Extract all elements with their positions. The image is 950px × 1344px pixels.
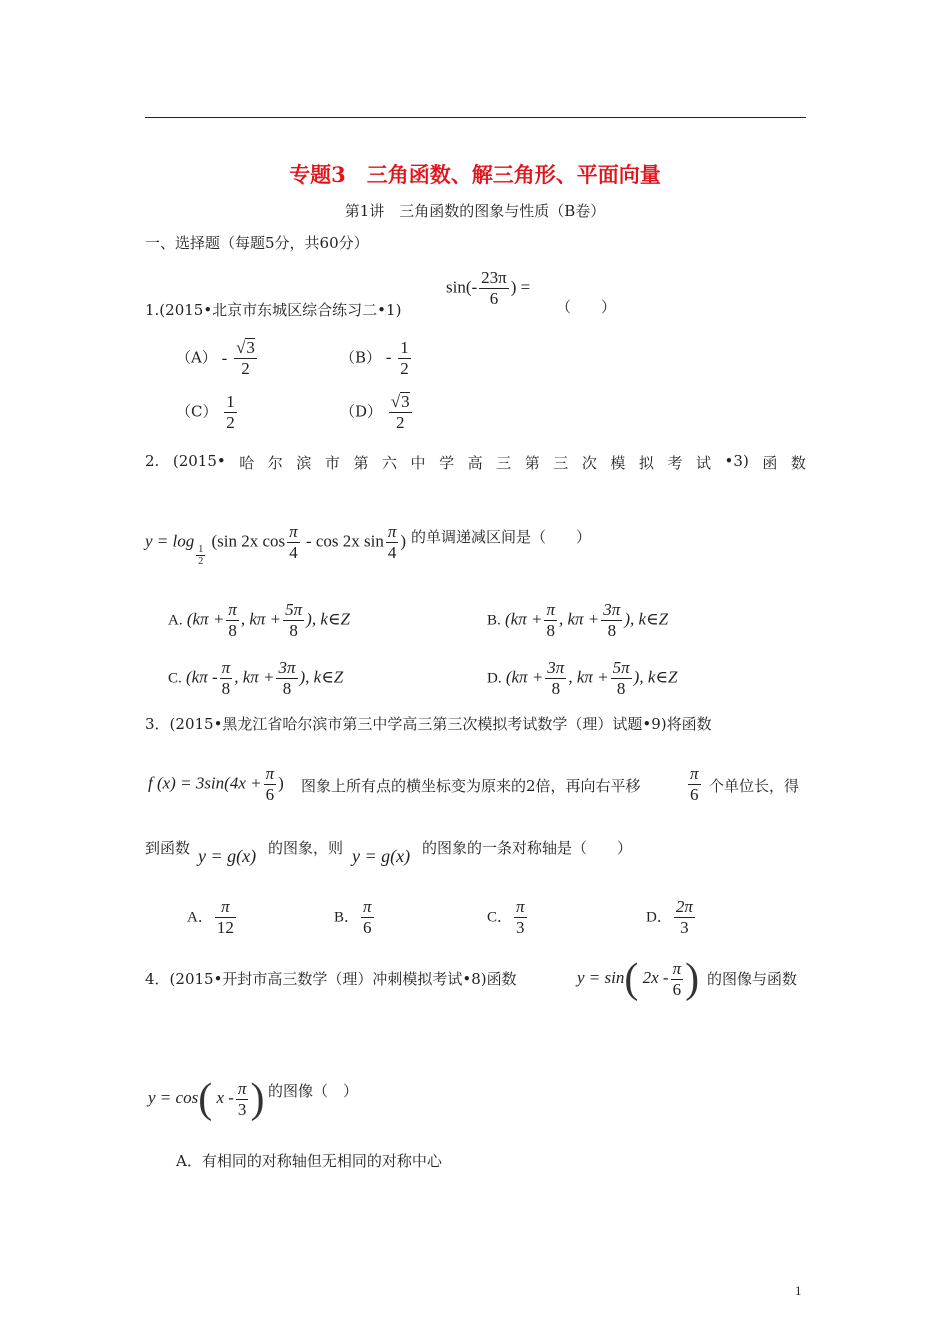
q2-option-d-d1: 8 <box>551 679 561 698</box>
q3-line3-a: 到函数 <box>145 839 191 857</box>
q2-option-a-pre: (kπ + <box>186 609 225 629</box>
q4-mid: 的图像与函数 <box>707 970 798 988</box>
q3-option-b-num: π <box>363 897 372 916</box>
q3-option-c-den: 3 <box>516 918 525 937</box>
q1-expression <box>446 268 530 309</box>
q1-option-a-fraction: $\frac{√3}{2}$ <box>236 338 255 378</box>
q1-expr-num: 23π <box>481 268 507 287</box>
q3-option-b[interactable] <box>334 897 376 938</box>
q2-option-a-n2: 5π <box>285 600 303 619</box>
q2-expr-c: ) <box>400 531 407 551</box>
q2-option-d-end: ), k∈Z <box>633 667 678 687</box>
q2-option-b[interactable] <box>487 600 668 641</box>
q2-log-base <box>196 544 205 567</box>
q1-option-c-fraction <box>224 392 237 433</box>
q2-frac1-den: 4 <box>289 543 298 562</box>
q1-expr-tail: ) = <box>510 277 531 297</box>
q2-option-a-end: ), k∈Z <box>306 609 350 629</box>
q4-y1-num: π <box>672 958 682 978</box>
q2-stem-token: 第 <box>524 454 540 472</box>
q3-end-text: 个单位长，得 <box>709 777 800 795</box>
page-number: 1 <box>795 1283 802 1298</box>
q1-expr-lead: sin(- <box>446 277 478 297</box>
q1-option-b-label: （B） <box>340 348 382 367</box>
q3-option-c-label: C． <box>487 909 513 926</box>
q4-function-2: y = cos( x - $\frac{\pi}{3}$ ) <box>148 1076 265 1122</box>
page-title: 专题3 三角函数、解三角形、平面向量 <box>289 162 661 187</box>
q3-shift-den: 6 <box>690 785 699 804</box>
q1-option-d-fraction: $\frac{√3}{2}$ <box>390 392 410 432</box>
q2-option-d-frac2 <box>611 658 632 699</box>
q2-function <box>145 522 406 567</box>
q4-y2-num: π <box>237 1078 247 1098</box>
q2-expr-b: - cos 2x sin <box>305 531 384 551</box>
q2-stem-token: 三 <box>496 454 512 472</box>
q2-option-a-label: A. <box>168 612 183 629</box>
q2-option-d-pre: (kπ + <box>505 667 544 687</box>
q3-g1: y = g(x) <box>198 846 257 866</box>
q2-log-base-den: 2 <box>198 556 204 568</box>
q2-stem-token: 尔 <box>267 454 283 472</box>
q2-option-b-d1: 8 <box>546 621 555 640</box>
q1-option-c-label: （C） <box>176 402 218 421</box>
q1-option-b-den: 2 <box>400 359 409 378</box>
q2-option-b-n2: 3π <box>603 600 621 619</box>
q4-option-a[interactable]: A．有相同的对称轴但无相同的对称中心 <box>176 1152 442 1170</box>
q2-option-b-pre: (kπ + <box>505 609 543 629</box>
q2-option-c-n1: π <box>221 658 231 677</box>
q3-option-a-label: A． <box>187 909 213 926</box>
q2-option-d-n1: 3π <box>547 658 565 677</box>
q3-option-d-num: 2π <box>675 897 693 916</box>
header-rule <box>145 117 806 118</box>
q2-option-d-frac1 <box>545 658 566 699</box>
q3-g2: y = g(x) <box>352 846 411 866</box>
q1-option-b-sign: - <box>385 347 392 367</box>
q2-frac1-num: π <box>289 522 298 541</box>
q3-f-tail: ) <box>278 773 284 793</box>
q2-option-a[interactable] <box>168 600 350 641</box>
q3-f-lead: f (x) = 3sin(4x + <box>148 773 262 793</box>
q2-option-b-d2: 8 <box>607 621 617 640</box>
q2-option-b-mid: , kπ + <box>559 609 600 629</box>
q3-option-c[interactable] <box>487 897 529 938</box>
q3-line3-c: 的图象的一条对称轴是（ ） <box>422 839 633 857</box>
q2-option-b-label: B. <box>487 612 501 629</box>
q1-option-a-den: 2 <box>241 359 250 378</box>
page-subtitle: 第1讲 三角函数的图象与性质（B卷） <box>344 202 606 220</box>
q1-answer-blank: （ ） <box>556 298 617 316</box>
q2-option-b-frac1 <box>544 600 557 641</box>
q3-option-d-den: 3 <box>680 918 689 937</box>
q2-option-a-frac1 <box>226 600 239 641</box>
q1-option-c-num: 1 <box>226 392 235 411</box>
q1-option-d-label: （D） <box>340 402 383 421</box>
q2-option-d[interactable] <box>487 658 677 699</box>
q1-option-c[interactable] <box>176 392 239 433</box>
q2-option-b-frac2 <box>601 600 622 641</box>
q4-y2-inner: x - <box>216 1087 234 1107</box>
q1-option-b-fraction <box>398 338 411 379</box>
q2-option-d-label: D. <box>487 670 502 687</box>
q3-option-b-den: 6 <box>363 918 372 937</box>
q3-option-a-den: 12 <box>216 918 234 937</box>
q2-tail: 的单调递减区间是（ ） <box>411 528 592 546</box>
q2-stem-token: 市 <box>324 454 340 472</box>
q2-option-d-d2: 8 <box>616 679 626 698</box>
q1-option-a-sign: - <box>221 348 228 368</box>
q2-option-c-pre: (kπ - <box>186 667 218 687</box>
q2-fraction-1 <box>287 522 300 563</box>
q4-y1-den: 6 <box>672 979 682 999</box>
q2-stem-token: 滨 <box>296 454 312 472</box>
q2-option-a-d2: 8 <box>289 621 298 640</box>
q3-option-d-label: D． <box>646 909 672 926</box>
q4-y2-lead: y = cos <box>148 1087 199 1107</box>
q3-option-b-label: B． <box>334 909 360 926</box>
q2-y-eq: y = log <box>145 531 195 551</box>
q3-option-a-num: π <box>215 897 236 918</box>
q2-stem <box>145 452 806 473</box>
q2-stem-token: 六 <box>381 454 397 472</box>
q3-shift-num: π <box>690 764 699 783</box>
q4-y1-inner: 2x - <box>642 967 669 987</box>
q2-option-c-mid: , kπ + <box>234 667 275 687</box>
q2-stem-token: 高 <box>467 454 483 472</box>
q2-option-c-frac1 <box>220 658 233 699</box>
q2-frac2-den: 4 <box>387 543 397 562</box>
q4-y2-den: 3 <box>237 1099 247 1119</box>
q2-stem-token: 学 <box>439 454 455 472</box>
q2-stem-token: 考 <box>667 454 683 472</box>
q1-expr-den: 6 <box>489 289 499 308</box>
q1-option-d-num: 3 <box>401 392 410 411</box>
q1-stem: 1.(2015•北京市东城区综合练习二•1) <box>145 301 402 319</box>
q4-stem: 4．(2015•开封市高三数学（理）冲刺模拟考试•8)函数 <box>145 970 517 988</box>
q2-option-c-end: ), k∈Z <box>299 667 344 687</box>
q1-option-c-den: 2 <box>226 413 235 432</box>
q2-option-d-mid: , kπ + <box>568 667 609 687</box>
q3-option-c-num: π <box>516 897 525 916</box>
section-heading: 一、选择题（每题5分，共60分） <box>145 234 369 252</box>
q2-stem-token: 2. <box>145 452 160 470</box>
q2-stem-token: (2015• <box>172 452 226 470</box>
q2-option-c-label: C. <box>168 670 182 687</box>
q3-option-d[interactable] <box>646 897 697 938</box>
q1-option-b-num: 1 <box>400 338 409 357</box>
q2-frac2-num: π <box>387 522 397 541</box>
q3-f-num: π <box>265 764 275 783</box>
q2-option-a-frac2 <box>283 600 304 641</box>
q2-stem-token: 三 <box>553 454 569 472</box>
q4-y1-lead: y = sin <box>577 967 625 987</box>
q2-option-a-mid: , kπ + <box>240 609 282 629</box>
q2-stem-token: •3) <box>724 452 749 470</box>
q1-option-a[interactable] <box>176 338 259 379</box>
q2-stem-token: 第 <box>353 454 369 472</box>
q2-log-base-num: 1 <box>198 544 204 556</box>
q2-option-a-d1: 8 <box>228 621 237 640</box>
q2-stem-token: 模 <box>610 454 626 472</box>
q2-option-c-d1: 8 <box>221 679 231 698</box>
q2-stem-token: 函 <box>762 454 778 472</box>
q1-option-d[interactable] <box>340 392 414 433</box>
q4-tail: 的图像（ ） <box>268 1082 359 1100</box>
q2-option-a-n1: π <box>228 600 237 619</box>
q4-function-1: y = sin( 2x - $\frac{\pi}{6}$ ) <box>577 956 700 1002</box>
q2-stem-token: 拟 <box>638 454 654 472</box>
q1-option-b[interactable] <box>340 338 413 379</box>
q1-option-d-den: 2 <box>395 413 405 432</box>
q2-stem-token: 中 <box>410 454 426 472</box>
q2-option-b-n1: π <box>546 600 555 619</box>
q2-option-c-n2: 3π <box>278 658 296 677</box>
q3-f-fraction <box>264 764 277 805</box>
q3-line3-b: 的图象，则 <box>268 839 344 857</box>
q1-expr-fraction <box>479 268 509 309</box>
q3-stem: 3．(2015•黑龙江省哈尔滨市第三中学高三第三次模拟考试数学（理）试题•9)将函数 <box>145 715 712 733</box>
q3-function <box>148 764 284 805</box>
q2-option-c-d2: 8 <box>282 679 292 698</box>
q2-option-c[interactable] <box>168 658 343 699</box>
q2-option-c-frac2 <box>276 658 297 699</box>
q2-stem-token: 数 <box>790 454 806 472</box>
q2-expr-a: (sin 2x cos <box>211 531 286 551</box>
q2-stem-token: 哈 <box>239 454 255 472</box>
q2-option-b-end: ), k∈Z <box>624 609 669 629</box>
q2-fraction-2 <box>386 522 399 563</box>
q3-shift-fraction <box>686 764 703 805</box>
q3-mid-text: 图象上所有点的横坐标变为原来的2倍，再向右平移 <box>301 777 641 795</box>
q3-f-den: 6 <box>265 785 275 804</box>
q2-stem-token: 试 <box>696 454 712 472</box>
q2-option-d-n2: 5π <box>612 658 630 677</box>
q3-option-a[interactable] <box>187 897 238 938</box>
q1-option-a-label: （A） <box>176 348 217 367</box>
q1-option-a-num: 3 <box>246 338 255 357</box>
q2-stem-token: 次 <box>581 454 597 472</box>
